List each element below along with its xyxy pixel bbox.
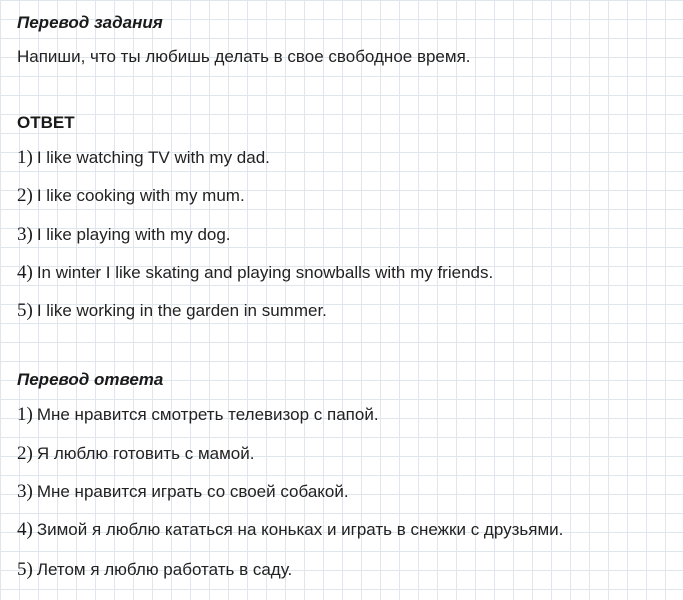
answer-item-text: I like playing with my dog. [36,225,231,244]
translation-item-number: 4) [17,519,33,540]
translation-item-text: Мне нравится смотреть телевизор с папой. [36,405,379,424]
answer-heading: ОТВЕТ [17,113,75,132]
answer-item-number: 4) [17,262,33,283]
answer-item-number: 5) [17,300,33,321]
answer-item-number: 2) [17,185,33,206]
translation-item-number: 3) [17,481,33,502]
answer-item [17,225,231,245]
translation-item-text: Зимой я люблю кататься на коньках и играть в снежки с друзьями. [36,520,564,539]
answer-item [17,148,270,168]
answer-item [17,263,493,283]
translation-item [17,482,349,502]
translation-item-text: Мне нравится играть со своей собакой. [36,482,349,501]
answer-item-text: In winter I like skating and playing snowballs with my friends. [36,263,494,282]
translation-item [17,444,254,464]
translation-item-number: 2) [17,443,33,464]
translation-heading: Перевод ответа [17,370,164,389]
translation-item-number: 5) [17,559,33,580]
task-text: Напиши, что ты любишь делать в свое свободное время. [17,47,471,66]
task-heading: Перевод задания [17,13,163,32]
translation-item [17,520,563,540]
answer-item [17,301,327,321]
answer-item-text: I like working in the garden in summer. [36,301,327,320]
answer-item-number: 3) [17,224,33,245]
answer-item-text: I like cooking with my mum. [36,186,245,205]
translation-item-text: Я люблю готовить с мамой. [36,444,255,463]
answer-item [17,186,245,206]
answer-item-text: I like watching TV with my dad. [36,148,270,167]
answer-item-number: 1) [17,147,33,168]
translation-item [17,405,379,425]
translation-item [17,560,292,580]
translation-item-number: 1) [17,404,33,425]
translation-item-text: Летом я люблю работать в саду. [36,560,293,579]
